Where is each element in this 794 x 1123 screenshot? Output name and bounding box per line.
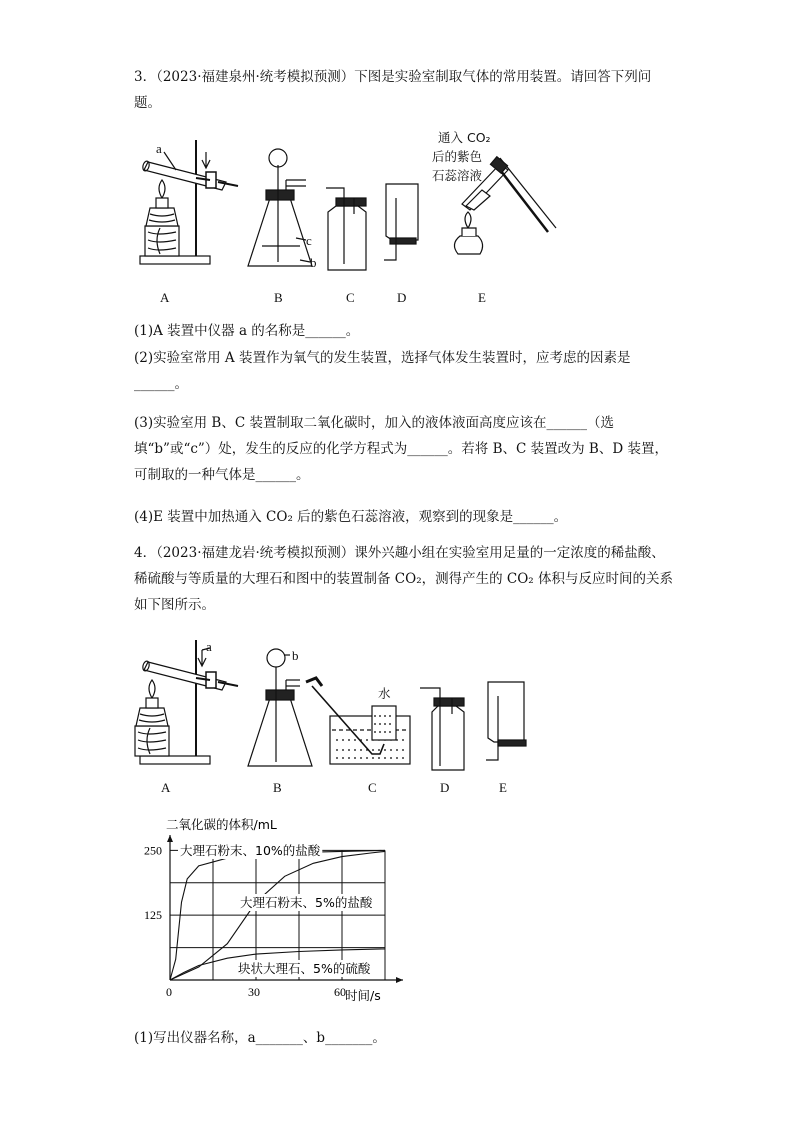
q3-part-a-label: a — [156, 141, 162, 156]
x-axis-arrow — [396, 977, 403, 983]
x-axis-label: 时间/s — [345, 988, 381, 1003]
q3-stem: 3．（2023·福建泉州·统考模拟预测）下图是实验室制取气体的常用装置。请回答下列问题。 — [134, 69, 652, 111]
q3-part-b-label: b — [310, 255, 317, 270]
q4-part-b-label: b — [292, 648, 299, 663]
x-tick-label: 30 — [248, 985, 260, 999]
x-tick-label: 60 — [334, 985, 346, 999]
q3-sub4: (4)E 装置中加热通入 CO₂ 后的紫色石蕊溶液，观察到的现象是______。 — [134, 509, 568, 525]
series-label: 大理石粉末、10%的盐酸 — [180, 843, 321, 858]
q3-e-caption-line: 通入 CO₂ — [438, 130, 491, 145]
q3-part-c-label: c — [306, 233, 312, 248]
q3-label-e: E — [478, 290, 486, 305]
co2-volume-chart — [140, 815, 460, 1015]
q3-label-d: D — [397, 290, 407, 305]
x-tick-label: 0 — [166, 985, 172, 999]
series-label: 大理石粉末、5%的盐酸 — [240, 895, 373, 910]
y-axis-label: 二氧化碳的体积/mL — [166, 817, 277, 832]
q3-e-caption-line: 后的紫色 — [432, 149, 483, 164]
q4-sub1: (1)写出仪器名称，a_______、b_______。 — [134, 1030, 386, 1046]
q4-label-d: D — [440, 780, 450, 795]
q3-label-a: A — [160, 290, 170, 305]
q4-label-c: C — [368, 780, 377, 795]
q3-sub2: (2)实验室常用 A 装置作为氧气的发生装置，选择气体发生装置时，应考虑的因素是______。 — [134, 350, 631, 392]
q3-e-caption-line: 石蕊溶液 — [432, 168, 483, 183]
q4-label-e: E — [499, 780, 507, 795]
series-label: 块状大理石、5%的硫酸 — [238, 961, 371, 976]
q4-label-a: A — [161, 780, 171, 795]
y-tick-label: 250 — [144, 843, 162, 858]
q4-stem: 4．（2023·福建龙岩·统考模拟预测）课外兴趣小组在实验室用足量的一定浓度的稀盐酸、稀硫酸与等质量的大理石和图中的装置制备 CO₂，测得产生的 CO₂ 体积与反应时间的关系如下图所示。 — [134, 545, 673, 613]
q3-sub3: (3)实验室用 B、C 装置制取二氧化碳时，加入的液体液面高度应该在______（选填“b”或“c”）处，发生的反应的化学方程式为______。若将 B、C 装置改为 B、D 装置，可制取的一种气体是______。 — [134, 415, 668, 483]
q4-label-b: B — [273, 780, 282, 795]
q4-apparatus-figure — [0, 0, 794, 300]
y-tick-label: 125 — [144, 908, 162, 923]
q4-water-label: 水 — [378, 686, 391, 701]
q3-label-b: B — [274, 290, 283, 305]
q4-part-a-label: a — [206, 639, 212, 654]
q3-label-c: C — [346, 290, 355, 305]
y-axis-arrow — [167, 835, 173, 842]
q3-sub1: (1)A 装置中仪器 a 的名称是______。 — [134, 323, 360, 339]
